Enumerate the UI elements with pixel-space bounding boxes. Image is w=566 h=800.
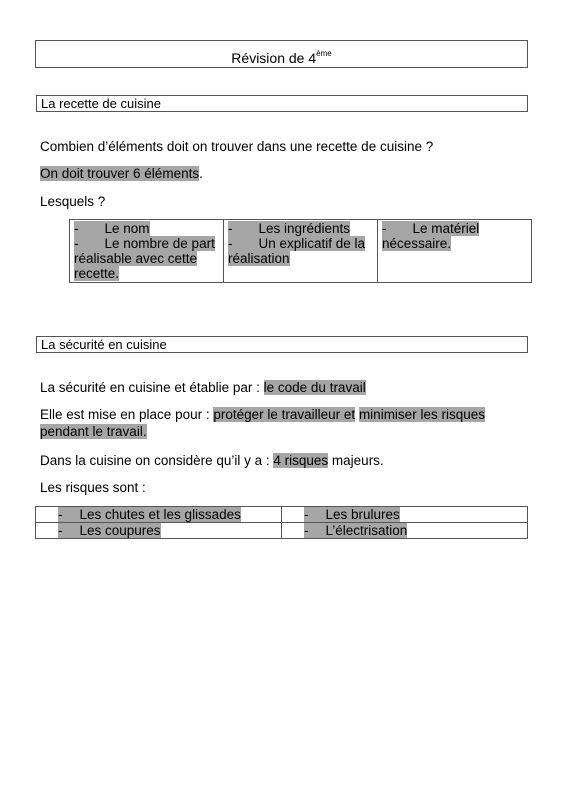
- risk-cell: - Les coupures: [36, 523, 282, 539]
- list-item: - Les ingrédients: [228, 221, 351, 236]
- title-superscript: ème: [316, 49, 332, 58]
- lesquels-text: Lesquels ?: [40, 194, 106, 209]
- question-text: Combien d’éléments doit on trouver dans une recette de cuisine ?: [40, 139, 434, 154]
- elements-cell-1: [70, 220, 224, 283]
- mise-text: Elle est mise en place pour : protéger le travailleur et minimiser les risques pendant le travail.: [40, 407, 485, 439]
- list-item: - Le nom: [74, 221, 150, 236]
- considere-highlight: 4 risques: [273, 453, 329, 468]
- title-text: Révision de 4: [231, 50, 317, 66]
- mise-highlight-1: protéger le travailleur et: [213, 407, 356, 422]
- answer-text: [40, 165, 203, 182]
- elements-cell-2: [224, 220, 378, 283]
- list-item: - Le matériel nécessaire.: [382, 221, 480, 251]
- etablie-highlight: le code du travail: [263, 380, 366, 395]
- table-row: [70, 220, 532, 283]
- risk-cell: - Les brulures: [282, 507, 528, 523]
- elements-cell-3: [378, 220, 532, 283]
- answer-end: .: [199, 166, 203, 181]
- risk-cell: - Les chutes et les glissades: [36, 507, 282, 523]
- table-row: [36, 507, 528, 523]
- elements-table: [69, 219, 532, 283]
- considere-text: Dans la cuisine on considère qu’il y a : 4 risques majeurs.: [40, 453, 384, 468]
- risk-cell: - L’électrisation: [282, 523, 528, 539]
- list-item: - Un explicatif de la réalisation: [228, 236, 366, 266]
- section-heading-recette: La recette de cuisine: [36, 95, 528, 112]
- etablie-text: La sécurité en cuisine et établie par : le code du travail: [40, 380, 366, 395]
- risques-sont-text: Les risques sont :: [40, 480, 146, 495]
- answer-highlight: On doit trouver 6 éléments: [40, 166, 200, 181]
- risks-table: [35, 506, 528, 539]
- list-item: - Le nombre de part réalisable avec cette recette.: [74, 236, 215, 281]
- document-title: [35, 40, 528, 68]
- table-row: [36, 523, 528, 539]
- section-heading-securite: La sécurité en cuisine: [36, 336, 528, 353]
- mise-highlight-2: minimiser les risques pendant le travail.: [40, 407, 485, 439]
